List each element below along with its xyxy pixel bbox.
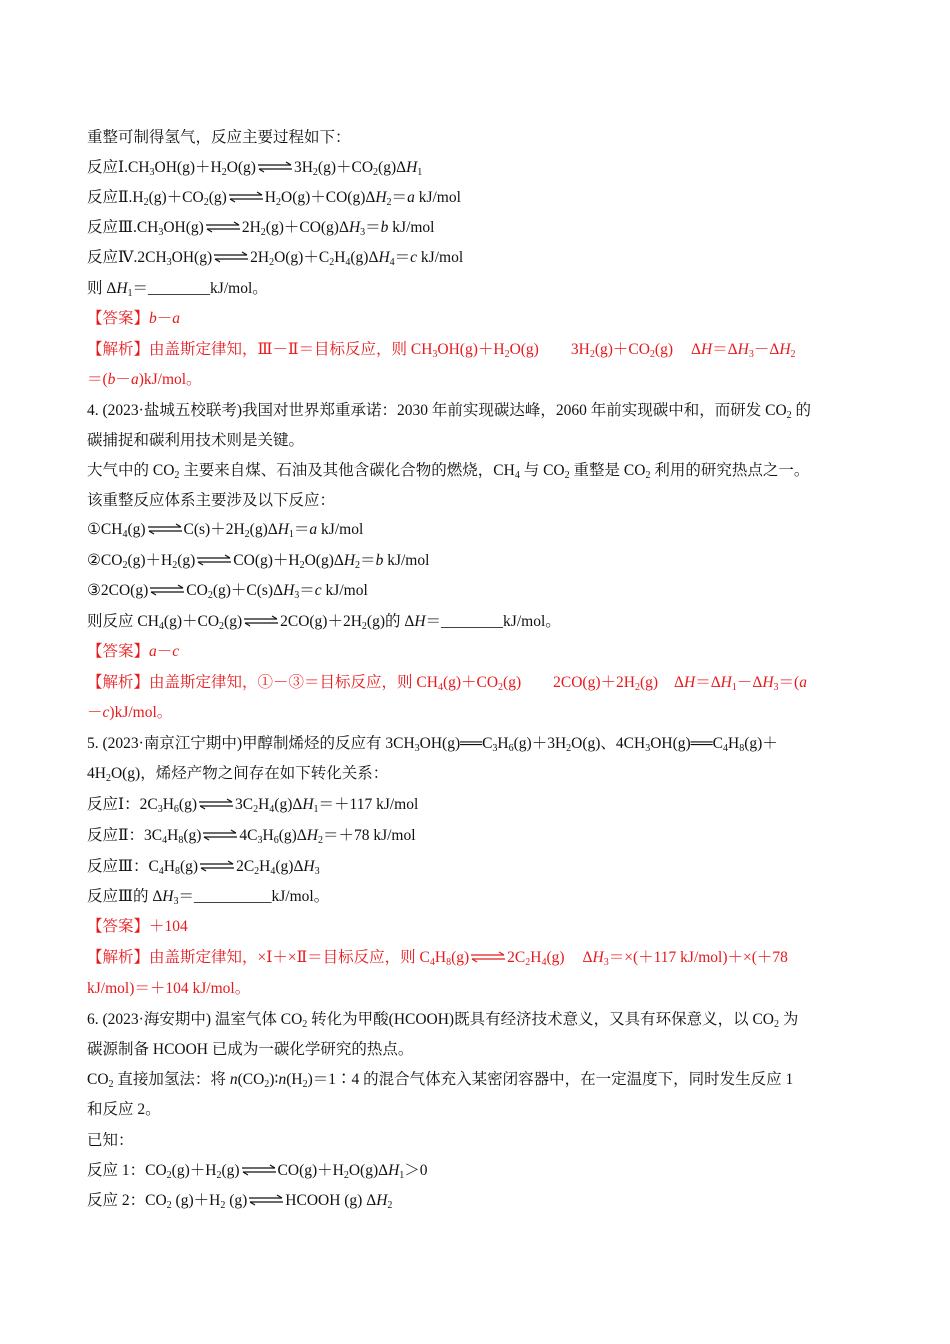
question-prompt: 则反应 $CH_4(g)+CO_2(g)$ $2CO(g)+2H_2(g)$的 ΔH＝________kJ/mol。	[87, 613, 561, 632]
equilibrium-arrow-icon	[243, 615, 279, 627]
reaction-line: 反应$Ⅰ.CH_3OH(g)+H_2O(g)$ $3H_2(g)+CO_2(g)\Delta H_1$	[87, 159, 423, 178]
analysis-line: 【解析】由盖斯定律知，×Ⅰ＋×Ⅱ＝目标反应，则 $C_4H_8(g)$ $2C_2H_4(g)$ $\Delta H_3=\times(+117$ kJ/mol)＋×(＋78	[87, 949, 788, 968]
reaction-line: 反应 1：$CO_2(g)+H_2(g)$ $CO(g)+H_2O(g)\Delta H_1>0$	[87, 1162, 428, 1181]
analysis-line: 【解析】由盖斯定律知，①－③＝目标反应，则 $CH_4(g)+CO_2(g)$ $2CO(g)+2H_2(g)$ $\Delta H=\Delta H_1-\Delta H_3=(a$	[87, 674, 807, 693]
question-heading: 5. (2023·南京江宁期中)甲醇制烯烃的反应有 $3CH_3OH(g)══C_3H_6(g)+3H_2O(g)$、$4CH_3OH(g)══C_4H_8(g)+$	[87, 735, 778, 754]
answer-line: 【答案】b－a	[87, 310, 181, 327]
equilibrium-arrow-icon	[149, 584, 185, 596]
equilibrium-arrow-icon	[228, 191, 264, 203]
equilibrium-arrow-icon	[196, 554, 232, 566]
answer-line: 【答案】a－c	[87, 643, 180, 660]
equilibrium-arrow-icon	[248, 1194, 284, 1206]
text-line: 碳捕捉和碳利用技术则是关键。	[87, 432, 305, 449]
analysis-line: kJ/mol)＝＋104 kJ/mol。	[87, 980, 251, 997]
text-line: 已知：	[87, 1132, 134, 1149]
text-line: 碳源制备 HCOOH 已成为一碳化学研究的热点。	[87, 1041, 414, 1058]
equilibrium-arrow-icon	[470, 951, 506, 963]
question-heading: 6. (2023·海安期中) 温室气体 $CO_2$ 转化为甲酸(HCOOH)既具有经济技术意义，又具有环保意义，以 $CO_2$ 为	[87, 1011, 799, 1030]
reaction-line: 反应Ⅲ：$C_4H_8(g)$ $2C_2H_4(g)\Delta H_3$	[87, 858, 320, 877]
equilibrium-arrow-icon	[205, 221, 241, 233]
analysis-line: －c)kJ/mol。	[87, 704, 173, 721]
question-prompt: 反应Ⅲ的 $\Delta H_3=\_\_\_\_\_\_\_\_\_\_kJ$/mol。	[87, 888, 330, 907]
text-line: $4H_2O(g)$，烯烃产物之间存在如下转化关系：	[87, 765, 389, 784]
equilibrium-arrow-icon	[213, 251, 249, 263]
text-line: $CO_2$ 直接加氢法：将 $n(CO_2)∶n(H_2)=1∶4$ 的混合气体充入某密闭容器中，在一定温度下，同时发生反应 1	[87, 1071, 794, 1090]
analysis-line: ＝(b－a)kJ/mol。	[87, 371, 202, 388]
equilibrium-arrow-icon	[241, 1164, 277, 1176]
reaction-line: 反应Ⅱ：$3C_4H_8(g)$ $4C_3H_6(g)\Delta H_2=+78$ kJ/mol	[87, 827, 416, 846]
reaction-line: 反应 2：$CO_2$ $(g)+H_2$ (g) HCOOH (g) $\Delta H_2$	[87, 1192, 393, 1211]
equilibrium-arrow-icon	[198, 798, 234, 810]
question-prompt: 则 $\Delta H_1=\_\_\_\_\_\_\_\_kJ$/mol。	[87, 280, 268, 299]
question-heading: 4. (2023·盐城五校联考)我国对世界郑重承诺：2030 年前实现碳达峰，2060 年前实现碳中和，而研发 $CO_2$ 的	[87, 402, 812, 421]
text-line: 该重整反应体系主要涉及以下反应：	[87, 492, 336, 509]
text-line: 重整可制得氢气，反应主要过程如下：	[87, 129, 351, 146]
reaction-line: ③2CO(g) $CO_2(g)+C(s)\Delta H_3=c$ kJ/mol	[87, 582, 368, 601]
equilibrium-arrow-icon	[202, 829, 238, 841]
reaction-line: $②CO_2(g)+H_2(g)$ $CO(g)+H_2O(g)\Delta H_2=b$ kJ/mol	[87, 552, 430, 571]
reaction-line: 反应$Ⅳ.2CH_3OH(g)$ $2H_2O(g)+C_2H_4(g)\Delta H_4=c$ kJ/mol	[87, 249, 464, 268]
reaction-line: $①CH_4(g)$ $C(s)+2H_2(g)\Delta H_1=a$ kJ/mol	[87, 521, 364, 540]
equilibrium-arrow-icon	[257, 161, 293, 173]
text-line: 大气中的 $CO_2$ 主要来自煤、石油及其他含碳化合物的燃烧，$CH_4$ 与 $CO_2$ 重整是 $CO_2$ 利用的研究热点之一。	[87, 462, 810, 481]
answer-line: 【答案】＋104	[87, 918, 188, 935]
equilibrium-arrow-icon	[199, 860, 235, 872]
analysis-line: 【解析】由盖斯定律知，Ⅲ－Ⅱ＝目标反应，则 $CH_3OH(g)+H_2O(g)$ $3H_2(g)+CO_2(g)$ $\Delta H=\Delta H_3-\Delta H_2$	[87, 341, 796, 360]
reaction-line: 反应Ⅰ：$2C_3H_6(g)$ $3C_2H_4(g)\Delta H_1=+117$ kJ/mol	[87, 796, 419, 815]
text-line: 和反应 2。	[87, 1101, 161, 1118]
equilibrium-arrow-icon	[147, 523, 183, 535]
reaction-line: 反应$Ⅱ.H_2(g)+CO_2(g)$ $H_2O(g)+CO(g)\Delta H_2=a$ kJ/mol	[87, 189, 461, 208]
reaction-line: 反应$Ⅲ.CH_3OH(g)$ $2H_2(g)+CO(g)\Delta H_3=b$ kJ/mol	[87, 219, 435, 238]
